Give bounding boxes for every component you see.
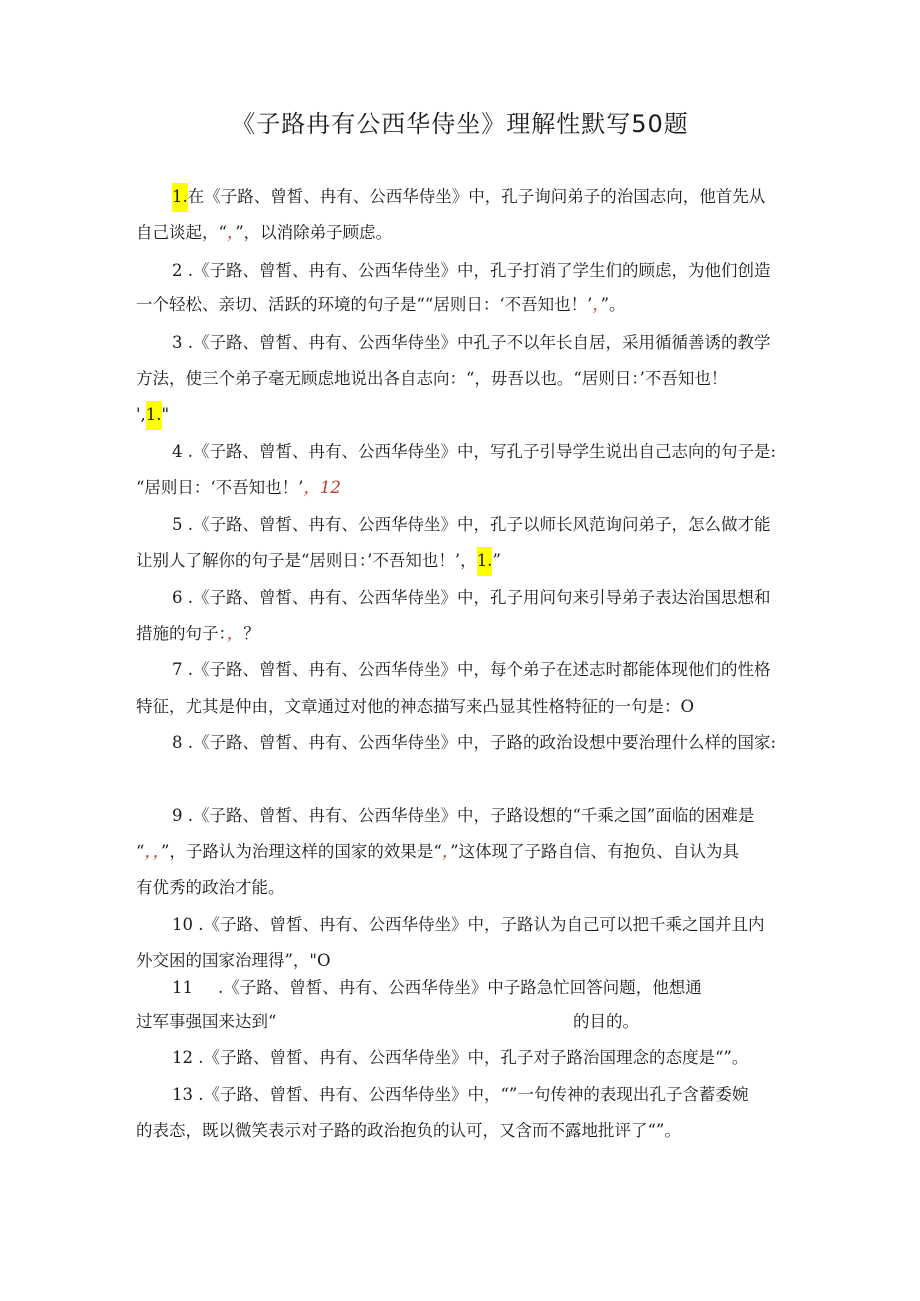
question-text: 一个轻松、亲切、活跃的环境的句子是““居则日：‘不吾知也！’ [136,295,593,314]
question-number: 6 [172,588,183,607]
question-7-line-2 [136,697,694,717]
question-text: .《子路、曾皙、冉有、公西华侍坐》中，每个弟子在述志时都能体现他们的性格 [182,660,771,679]
question-text: 的表态，既以微笑表示对子路的政治抱负的认可，又含而不露地批评了“”。 [136,1121,681,1140]
question-6-line-2 [136,624,260,644]
answer-highlight: 1. [146,401,162,430]
question-1-line-2 [136,223,392,243]
answer-blank: ， [592,295,601,314]
question-text: 外交困的国家治理得”，"O [136,951,331,970]
question-2-line-1 [172,261,771,281]
question-text: 的目的。 [573,1012,639,1031]
question-number: 9 [172,806,183,825]
question-4-line-1 [172,442,776,462]
question-text: .《子路、曾皙、冉有、公西华侍坐》中，子路设想的“千乘之国”面临的困难是 [182,806,755,825]
question-11-line-2 [136,1012,639,1032]
question-text: ”，以消除弟子顾虑。 [235,223,393,242]
answer-highlight: 1. [477,547,493,576]
question-number: 7 [172,660,183,679]
question-number: 13 [172,1085,193,1104]
question-9-line-3 [136,878,285,898]
question-2-line-2 [136,295,626,315]
question-13-line-1 [172,1085,748,1105]
question-text: ？ [243,624,260,643]
question-3-line-2 [136,369,727,389]
question-text: .《子路、曾皙、冉有、公西华侍坐》中，“”一句传神的表现出孔子含蓄委婉 [193,1085,749,1104]
question-12-line-1 [172,1048,748,1068]
question-text: ', [136,405,146,424]
question-5-line-1 [172,515,771,535]
answer-blank: ，12 [303,478,341,497]
question-text: 在《子路、曾皙、冉有、公西华侍坐》中，孔子询问弟子的治国志向，他首先从 [187,187,766,206]
question-text: 自己谈起，“ [136,223,227,242]
question-text: 特征，尤其是仲由，文章通过对他的神态描写来凸显其性格特征的一句是：O [136,697,695,716]
question-text: .《子路、曾皙、冉有、公西华侍坐》中，子路的政治设想中要治理什么样的国家: [182,733,777,752]
question-number: 10 [172,915,193,934]
question-number: 8 [172,733,183,752]
question-9-line-2 [136,842,739,862]
question-number: 12 [172,1048,193,1067]
question-text: 让别人了解你的句子是“居则日：’不吾知也！’， [136,551,477,570]
question-text: ”。 [600,295,626,314]
question-9-line-1 [172,806,754,826]
answer-blank: ，， [144,842,161,861]
answer-blank: ， [441,842,451,861]
question-text: .《子路、曾皙、冉有、公西华侍坐》中，子路认为自己可以把千乘之国并且内 [193,915,765,934]
question-text: .《子路、曾皙、冉有、公西华侍坐》中，孔子打消了学生们的顾虑，为他们创造 [182,261,771,280]
question-11-line-1 [172,978,702,998]
question-text: .《子路、曾皙、冉有、公西华侍坐》中孔子不以年长自居，采用循循善诱的教学 [182,333,771,352]
question-number: 2 [172,261,183,280]
answer-blank: ， [226,223,236,242]
question-number: 5 [172,515,183,534]
question-4-line-2 [136,478,341,498]
question-number: 11 [172,978,193,997]
question-number-highlight: 1. [172,183,188,212]
question-text: ”这体现了子路自信、有抱负、自认为具 [450,842,739,861]
question-text: ” [492,551,501,570]
question-text: .《子路、曾皙、冉有、公西华侍坐》中，孔子以师长风范询问弟子，怎么做才能 [182,515,771,534]
question-1-line-1 [172,187,765,207]
question-text: “ [136,842,145,861]
question-text: 过军事强国来达到“ [136,1012,277,1031]
question-7-line-1 [172,660,771,680]
answer-blank: ， [226,624,244,643]
question-text: .《子路、曾皙、冉有、公西华侍坐》中，写孔子引导学生说出自己志向的句子是: [182,442,777,461]
question-5-line-2 [136,551,501,571]
question-10-line-1 [172,915,765,935]
question-text: 有优秀的政治才能。 [136,878,285,897]
question-3-line-3 [136,405,169,425]
question-text: " [161,405,170,424]
question-text: .《子路、曾皙、冉有、公西华侍坐》中，孔子对子路治国理念的态度是“”。 [193,1048,749,1067]
question-3-line-1 [172,333,771,353]
question-number: 3 [172,333,183,352]
question-text: 措施的句子： [136,624,227,643]
question-text: .《子路、曾皙、冉有、公西华侍坐》中，孔子用问句来引导弟子表达治国思想和 [182,588,771,607]
question-number: 4 [172,442,183,461]
question-10-line-2 [136,951,331,971]
question-13-line-2 [136,1121,681,1141]
question-text: 方法，使三个弟子毫无顾虑地说出各自志向：“，毋吾以也。“居则日：’不吾知也！ [136,369,728,388]
question-text: ”，子路认为治理这样的国家的效果是“ [160,842,442,861]
question-6-line-1 [172,588,771,608]
question-text: “居则日：‘不吾知也！’ [136,478,304,497]
question-8-line-1 [172,733,776,753]
question-text: .《子路、曾皙、冉有、公西华侍坐》中子路急忙回答问题，他想通 [218,978,702,997]
page-title: 《子路冉有公西华侍坐》理解性默写50题 [231,110,689,138]
